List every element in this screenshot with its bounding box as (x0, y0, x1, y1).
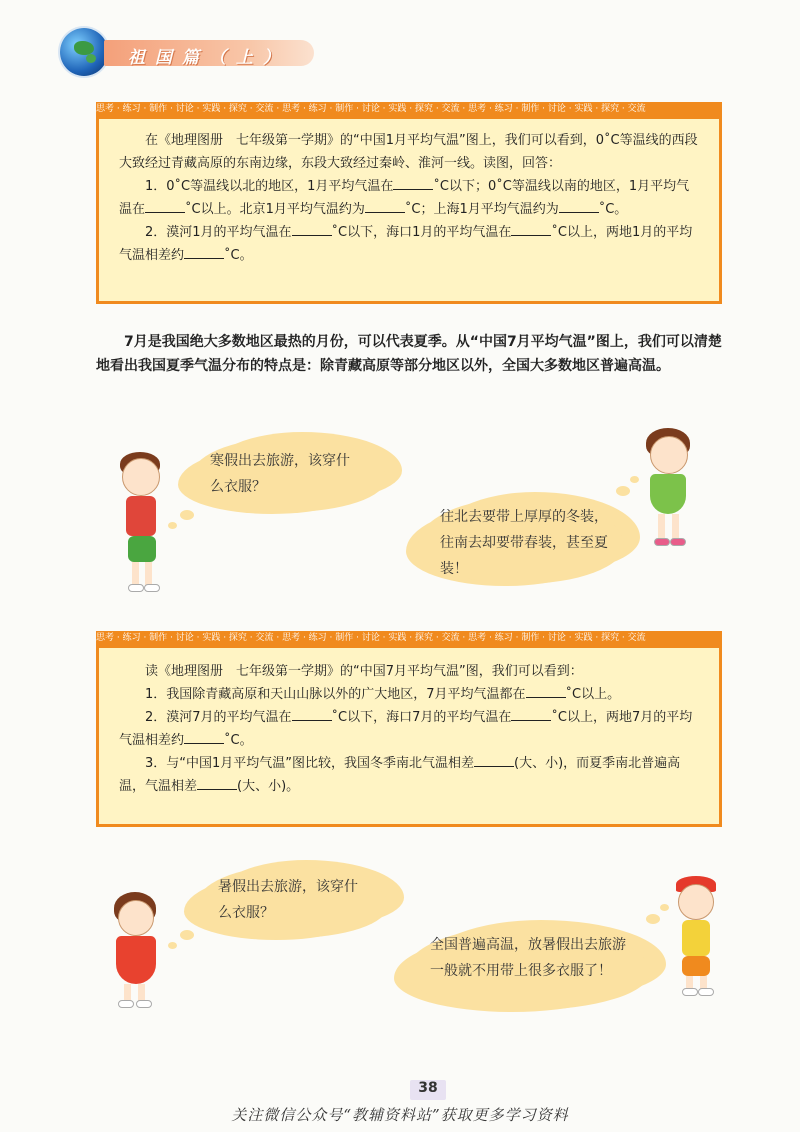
exercise-question-2: 2．漠河7月的平均气温在 ˚C以下，海口7月的平均气温在 ˚C以上，两地7月的平均气温相差约 ˚C。 (119, 710, 693, 748)
exercise-intro: 在《地理图册 七年级第一学期》的“中国1月平均气温”图上，我们可以看到，0˚C等温线的西段大致经过青藏高原的东南边缘，东段大致经过秦岭、淮河一线。读图，回答： (119, 133, 698, 171)
answer-blank[interactable] (184, 246, 224, 259)
activity-strip-top: 思考 · 练习 · 制作 · 讨论 · 实践 · 探究 · 交流 · 思考 · 练习 · 制作 · 讨论 · 实践 · 探究 · 交流 · 思考 · 练习 · 制作 · 讨论 · 实践 · 探究 · 交流 (96, 102, 722, 116)
answer-blank[interactable] (511, 708, 551, 721)
answer-blank[interactable] (197, 777, 237, 790)
speech-text: 往北去要带上厚厚的冬装，往南去却要带春装，甚至夏装！ (440, 509, 608, 577)
answer-blank[interactable] (292, 223, 332, 236)
exercise-question-1: 1．我国除青藏高原和天山山脉以外的广大地区，7月平均气温都在 ˚C以上。 (145, 687, 621, 702)
chapter-title: 祖国篇（上） (128, 48, 290, 68)
body-paragraph: 7月是我国绝大多数地区最热的月份，可以代表夏季。从“中国7月平均气温”图上，我们可以清楚地看出我国夏季气温分布的特点是：除青藏高原等部分地区以外，全国大多数地区普遍高温。 (96, 334, 722, 374)
girl-figure (636, 428, 716, 558)
exercise-question-1: 1．0˚C等温线以北的地区，1月平均气温在 ˚C以下；0˚C等温线以南的地区，1月平均气温在 ˚C以上。北京1月平均气温约为 ˚C；上海1月平均气温约为 ˚C。 (119, 179, 690, 217)
answer-blank[interactable] (365, 200, 405, 213)
answer-blank[interactable] (526, 685, 566, 698)
page-number: 38 (410, 1080, 446, 1100)
speech-bubble-girl-1 (418, 498, 624, 584)
boy-figure (668, 876, 728, 1000)
answer-blank[interactable] (184, 731, 224, 744)
exercise-intro: 读《地理图册 七年级第一学期》的“中国7月平均气温”图，我们可以看到： (145, 664, 583, 679)
speech-text: 寒假出去旅游，该穿什么衣服？ (210, 453, 350, 495)
answer-blank[interactable] (559, 200, 599, 213)
answer-blank[interactable] (292, 708, 332, 721)
globe-icon (60, 28, 108, 76)
speech-text: 暑假出去旅游，该穿什么衣服？ (218, 879, 358, 921)
answer-blank[interactable] (511, 223, 551, 236)
chapter-banner (104, 40, 314, 66)
girl-figure (106, 892, 176, 1012)
exercise-question-2: 2．漠河1月的平均气温在 ˚C以下，海口1月的平均气温在 ˚C以上，两地1月的平均气温相差约 ˚C。 (119, 225, 693, 263)
answer-blank[interactable] (145, 200, 185, 213)
exercise-box-january (96, 116, 722, 304)
exercise-box-july (96, 645, 722, 827)
speech-bubble-boy-2 (406, 926, 650, 1010)
speech-text: 全国普遍高温，放暑假出去旅游一般就不用带上很多衣服了！ (430, 937, 626, 979)
answer-blank[interactable] (393, 177, 433, 190)
exercise-question-3: 3．与“中国1月平均气温”图比较，我国冬季南北气温相差 (大、小)，而夏季南北普遍高温，气温相差 (大、小)。 (119, 756, 681, 794)
answer-blank[interactable] (474, 754, 514, 767)
footer-note: 关注微信公众号“教辅资料站”获取更多学习资料 (231, 1106, 569, 1124)
speech-bubble-girl-2 (196, 866, 388, 938)
activity-strip-middle: 思考 · 练习 · 制作 · 讨论 · 实践 · 探究 · 交流 · 思考 · 练习 · 制作 · 讨论 · 实践 · 探究 · 交流 · 思考 · 练习 · 制作 · 讨论 · 实践 · 探究 · 交流 (96, 631, 722, 645)
boy-figure (112, 452, 172, 602)
speech-bubble-boy-1 (190, 438, 386, 512)
